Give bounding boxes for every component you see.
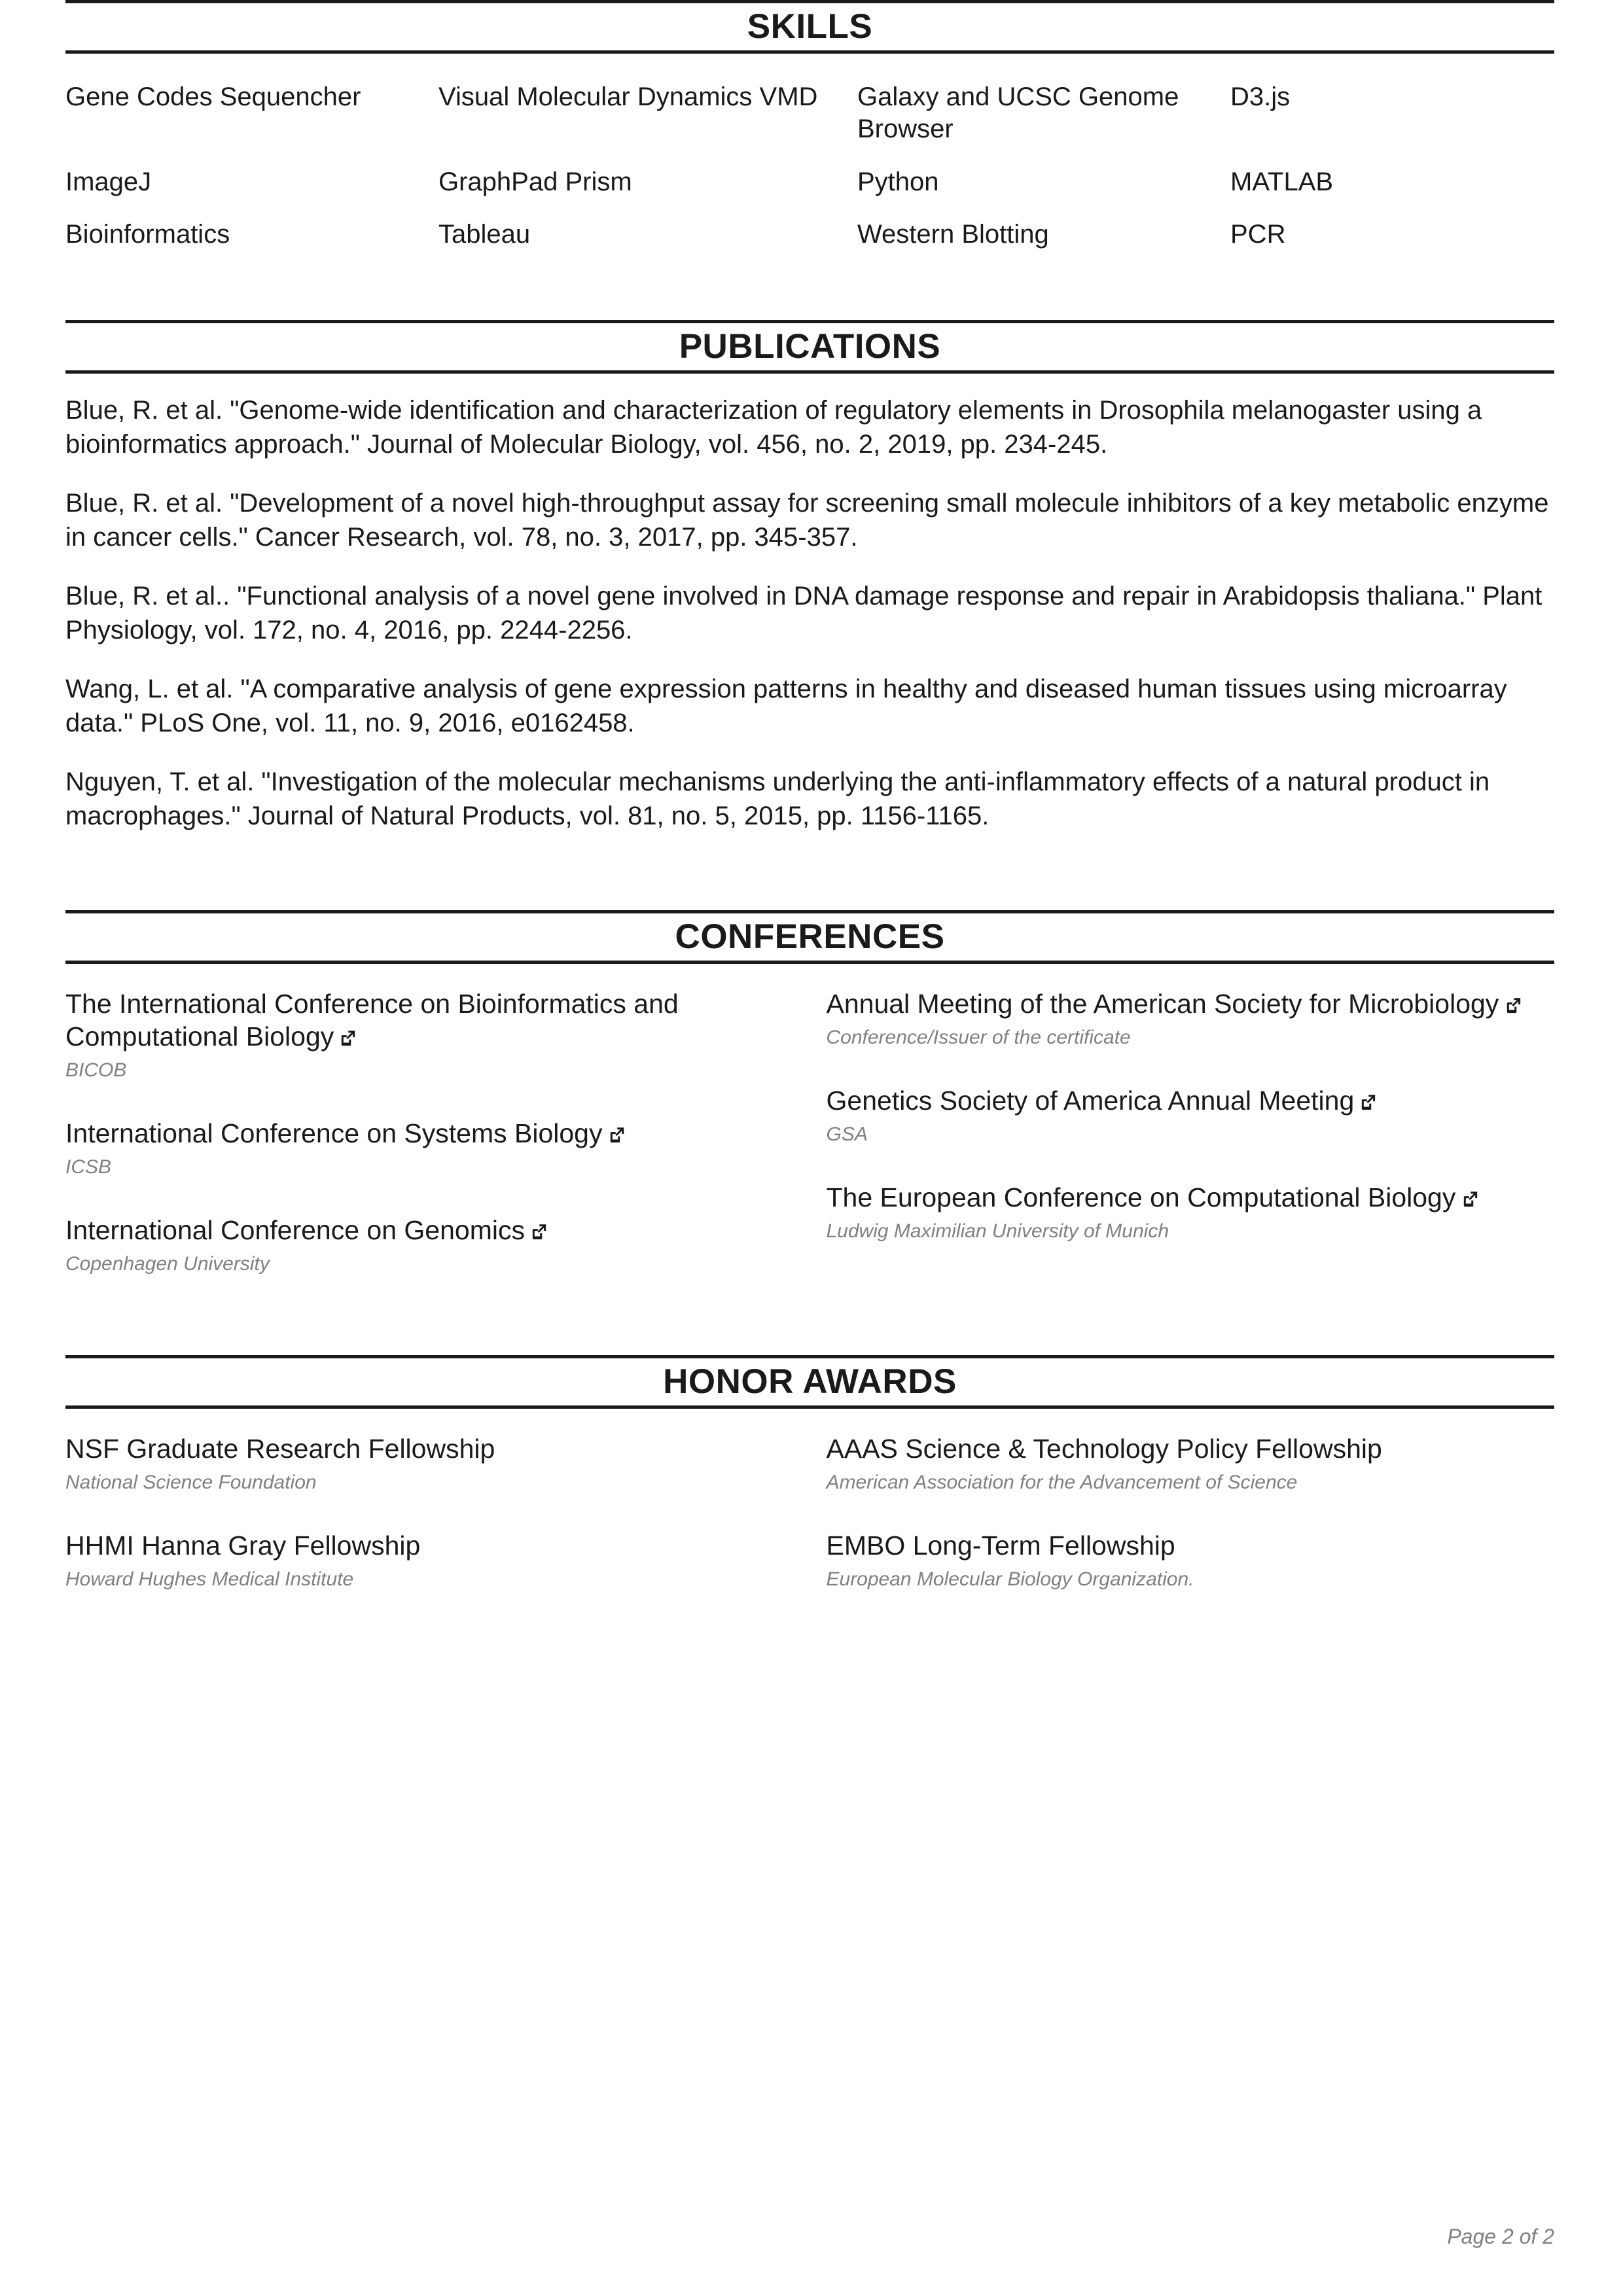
conference-subtitle: Copenhagen University <box>65 1253 270 1275</box>
award-entry <box>65 1432 751 1495</box>
award-title: NSF Graduate Research Fellowship <box>65 1434 495 1464</box>
skill-item: MATLAB <box>1230 167 1334 196</box>
section-title-conferences: CONFERENCES <box>675 917 945 957</box>
section-title-publications: PUBLICATIONS <box>679 327 941 366</box>
page-content <box>65 0 1554 1592</box>
section-honor-awards <box>65 1355 1554 1592</box>
section-conferences <box>65 910 1554 1277</box>
conference-entry[interactable] <box>827 1181 1555 1244</box>
award-entry <box>827 1432 1555 1495</box>
conference-entry[interactable] <box>65 1214 751 1277</box>
conferences-column-right <box>810 987 1555 1277</box>
skills-row <box>65 219 1554 251</box>
external-link-icon[interactable] <box>1461 1191 1478 1207</box>
skill-item: ImageJ <box>65 167 152 196</box>
publication-item: Blue, R. et al.. "Functional analysis of a novel gene involved in DNA damage response and repair in Arabidopsis thaliana." Plant Physiology, vol. 172, no. 4, 2016, pp. 2244-2256. <box>65 582 1543 645</box>
honor-awards-column-right <box>810 1432 1555 1592</box>
conference-subtitle: ICSB <box>65 1156 112 1178</box>
publication-item: Blue, R. et al. "Genome-wide identification and characterization of regulatory elements in Drosophila melanogaster using a bioinformatics approach." Journal of Molecular Biology, vol. 456, no. 2, 2019, pp. 234-245. <box>65 396 1482 459</box>
external-link-icon[interactable] <box>339 1030 355 1046</box>
section-publications <box>65 320 1554 833</box>
skills-row <box>65 81 1554 145</box>
award-title: EMBO Long-Term Fellowship <box>826 1530 1175 1561</box>
award-issuer: Howard Hughes Medical Institute <box>65 1568 354 1591</box>
skill-item: Galaxy and UCSC Genome Browser <box>857 82 1179 143</box>
honor-awards-column-left <box>65 1432 810 1592</box>
award-title: HHMI Hanna Gray Fellowship <box>65 1530 421 1561</box>
section-title-honor-awards: HONOR AWARDS <box>663 1362 957 1402</box>
skill-item: Bioinformatics <box>65 220 230 249</box>
section-gap <box>65 833 1554 910</box>
skills-section-header <box>65 0 1554 54</box>
conference-name: Annual Meeting of the American Society for Microbiology <box>826 989 1499 1019</box>
skill-item: Tableau <box>438 220 531 249</box>
section-skills <box>65 0 1554 251</box>
award-title: AAAS Science & Technology Policy Fellowship <box>826 1434 1382 1464</box>
conference-subtitle: Ludwig Maximilian University of Munich <box>826 1220 1169 1243</box>
honor-awards-section-header <box>65 1355 1554 1409</box>
conference-title[interactable] <box>65 987 751 1053</box>
publication-item: Nguyen, T. et al. "Investigation of the molecular mechanisms underlying the anti-inflammatory effects of a natural product in macrophages." Journal of Natural Products, vol. 81, no. 5, 2015, pp. 1156-1165. <box>65 768 1490 831</box>
conferences-column-left <box>65 987 810 1277</box>
publication-item: Wang, L. et al. "A comparative analysis of gene expression patterns in healthy and diseased human tissues using microarray data." PLoS One, vol. 11, no. 9, 2016, e0162458. <box>65 675 1507 738</box>
skill-item: PCR <box>1230 220 1286 249</box>
conference-title[interactable] <box>65 1214 751 1246</box>
conference-title[interactable] <box>65 1117 751 1150</box>
award-issuer: European Molecular Biology Organization. <box>826 1568 1194 1591</box>
rule-bottom <box>65 370 1554 374</box>
award-issuer: American Association for the Advancement of Science <box>826 1472 1298 1494</box>
publications-section-header <box>65 320 1554 374</box>
award-entry <box>827 1529 1555 1592</box>
skills-row <box>65 166 1554 198</box>
rule-bottom <box>65 50 1554 54</box>
award-entry <box>65 1529 751 1592</box>
conference-title[interactable] <box>827 1084 1555 1117</box>
section-title-skills: SKILLS <box>747 7 873 46</box>
skill-item: Gene Codes Sequencher <box>65 82 361 111</box>
external-link-icon[interactable] <box>530 1224 546 1240</box>
conference-subtitle: Conference/Issuer of the certificate <box>826 1027 1131 1049</box>
conference-name: International Conference on Systems Biology <box>65 1118 603 1149</box>
skill-item: Western Blotting <box>857 220 1049 249</box>
conferences-section-header <box>65 910 1554 964</box>
conference-name: The European Conference on Computational Biology <box>826 1182 1456 1213</box>
section-gap <box>65 1277 1554 1355</box>
page-footer: Page 2 of 2 <box>1447 2225 1554 2248</box>
honor-awards-grid <box>65 1409 1554 1592</box>
external-link-icon[interactable] <box>1505 997 1521 1014</box>
conference-name: Genetics Society of America Annual Meeting <box>826 1086 1355 1116</box>
award-issuer: National Science Foundation <box>65 1472 317 1494</box>
conference-title[interactable] <box>827 987 1555 1020</box>
publication-item: Blue, R. et al. "Development of a novel high-throughput assay for screening small molecule inhibitors of a key metabolic enzyme in cancer cells." Cancer Research, vol. 78, no. 3, 2017, pp. 345-357. <box>65 489 1549 552</box>
conference-subtitle: GSA <box>826 1123 868 1146</box>
conference-entry[interactable] <box>65 987 751 1083</box>
publications-list <box>65 374 1554 833</box>
rule-bottom <box>65 1405 1554 1409</box>
skill-item: GraphPad Prism <box>438 167 632 196</box>
conference-title[interactable] <box>827 1181 1555 1214</box>
skill-item: D3.js <box>1230 82 1291 111</box>
skill-item: Visual Molecular Dynamics VMD <box>438 82 818 111</box>
skills-grid <box>65 54 1554 251</box>
external-link-icon[interactable] <box>608 1127 624 1143</box>
conference-entry[interactable] <box>827 1084 1555 1147</box>
conference-subtitle: BICOB <box>65 1059 127 1082</box>
conference-entry[interactable] <box>827 987 1555 1050</box>
conference-name: International Conference on Genomics <box>65 1215 525 1246</box>
conference-name: The International Conference on Bioinformatics and Computational Biology <box>65 989 679 1052</box>
skill-item: Python <box>857 167 939 196</box>
conferences-grid <box>65 964 1554 1277</box>
external-link-icon[interactable] <box>1359 1094 1376 1110</box>
section-gap <box>65 251 1554 320</box>
conference-entry[interactable] <box>65 1117 751 1180</box>
rule-bottom <box>65 961 1554 964</box>
